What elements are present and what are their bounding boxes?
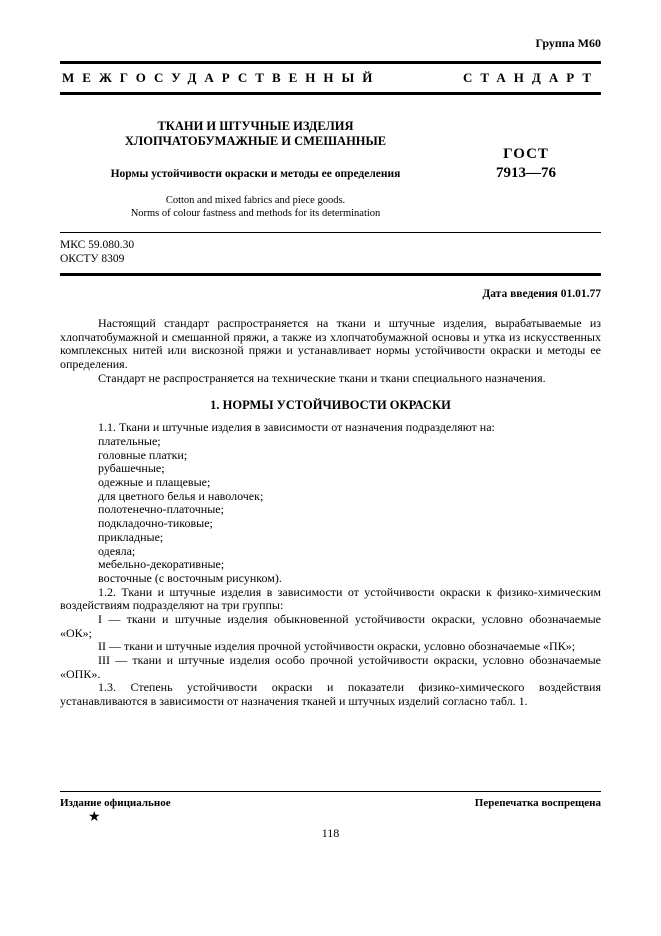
- fabric-type-item: мебельно-декоративные;: [98, 557, 225, 572]
- page-number: 118: [321, 826, 340, 840]
- title-ru-line2: ХЛОПЧАТОБУМАЖНЫЕ И СМЕШАННЫЕ: [124, 134, 387, 148]
- fabric-type-item: подкладочно-тиковые;: [98, 516, 213, 531]
- title-russian: [70, 119, 441, 149]
- effective-date: Дата введения 01.01.77: [482, 287, 601, 300]
- intro-paragraph-1: Настоящий стандарт распространяется на ткани и штучные изделия, вырабатываемые из хлопчатобумажной и смешанной пряжи, а также из хлопчатобумажной основы и утка из искусственных комплексных нитей или вискозной пряжи и устанавливает нормы устойчивости окраски и методы ее определения.: [60, 315, 601, 371]
- divider-thin: [60, 232, 601, 233]
- okstu-code: ОКСТУ 8309: [60, 253, 125, 266]
- title-english: [70, 194, 441, 220]
- footer-row: [60, 797, 601, 809]
- group-definition-3: III — ткани и штучные изделия особо прочной устойчивости окраски, условно обозначаемые «ОПК».: [60, 652, 601, 681]
- group-definition-2: II — ткани и штучные изделия прочной устойчивости окраски, условно обозначаемые «ПК»;: [98, 639, 576, 654]
- fabric-type-item: одеяла;: [98, 543, 136, 558]
- title-left-column: [60, 119, 451, 220]
- fabric-type-item: для цветного белья и наволочек;: [98, 488, 264, 503]
- title-ru-line1: ТКАНИ И ШТУЧНЫЕ ИЗДЕЛИЯ: [157, 119, 354, 133]
- intro-paragraph-2: Стандарт не распространяется на технические ткани и ткани специального назначения.: [98, 370, 546, 385]
- group-definition-1: I — ткани и штучные изделия обыкновенной устойчивости окраски, условно обозначаемые «ОК»;: [60, 611, 601, 640]
- standard-banner: [60, 61, 601, 95]
- fabric-type-item: прикладные;: [98, 529, 164, 544]
- fabric-type-item: рубашечные;: [98, 461, 165, 476]
- clause-1-1: 1.1. Ткани и штучные изделия в зависимости от назначения подразделяют на:: [98, 420, 495, 435]
- group-label: Группа М60: [535, 36, 601, 50]
- fabric-type-item: плательные;: [98, 434, 161, 449]
- designation-block: [451, 119, 601, 220]
- clause-1-3: 1.3. Степень устойчивости окраски и показатели физико-химического воздействия устанавливаются в зависимости от назначения тканей и штучных изделий согласно табл. 1.: [60, 680, 601, 708]
- clause-1-2: 1.2. Ткани и штучные изделия в зависимости от устойчивости окраски к физико-химическим воздействиям подразделяют на три группы:: [60, 584, 601, 613]
- fabric-type-item: одежные и плащевые;: [98, 475, 211, 490]
- page-footer: [60, 791, 601, 825]
- classification-codes: [60, 239, 601, 267]
- fabric-type-item: головные платки;: [98, 447, 188, 462]
- banner-word-interstate: МЕЖГОСУДАРСТВЕННЫЙ: [62, 70, 381, 85]
- document-subtitle: Нормы устойчивости окраски и методы ее определения: [110, 168, 401, 180]
- star-icon: ★: [88, 810, 101, 825]
- divider-thick: [60, 273, 601, 276]
- title-en-line1: Cotton and mixed fabrics and piece goods.: [165, 195, 346, 206]
- reprint-prohibited-label: Перепечатка воспрещена: [474, 797, 601, 809]
- official-edition-label: Издание официальное: [60, 797, 171, 809]
- title-en-line2: Norms of colour fastness and methods for its determination: [130, 208, 381, 220]
- banner-word-standard: СТАНДАРТ: [462, 70, 599, 85]
- title-block: [60, 119, 601, 220]
- gost-number: 7913—76: [496, 165, 556, 181]
- gost-label: ГОСТ: [503, 146, 549, 162]
- section-1-heading: 1. НОРМЫ УСТОЙЧИВОСТИ ОКРАСКИ: [210, 398, 451, 413]
- fabric-type-item: полотенечно-платочные;: [98, 502, 224, 517]
- document-body: [60, 317, 601, 709]
- mks-code: МКС 59.080.30: [60, 239, 135, 252]
- fabric-type-item: восточные (с восточным рисунком).: [98, 570, 282, 585]
